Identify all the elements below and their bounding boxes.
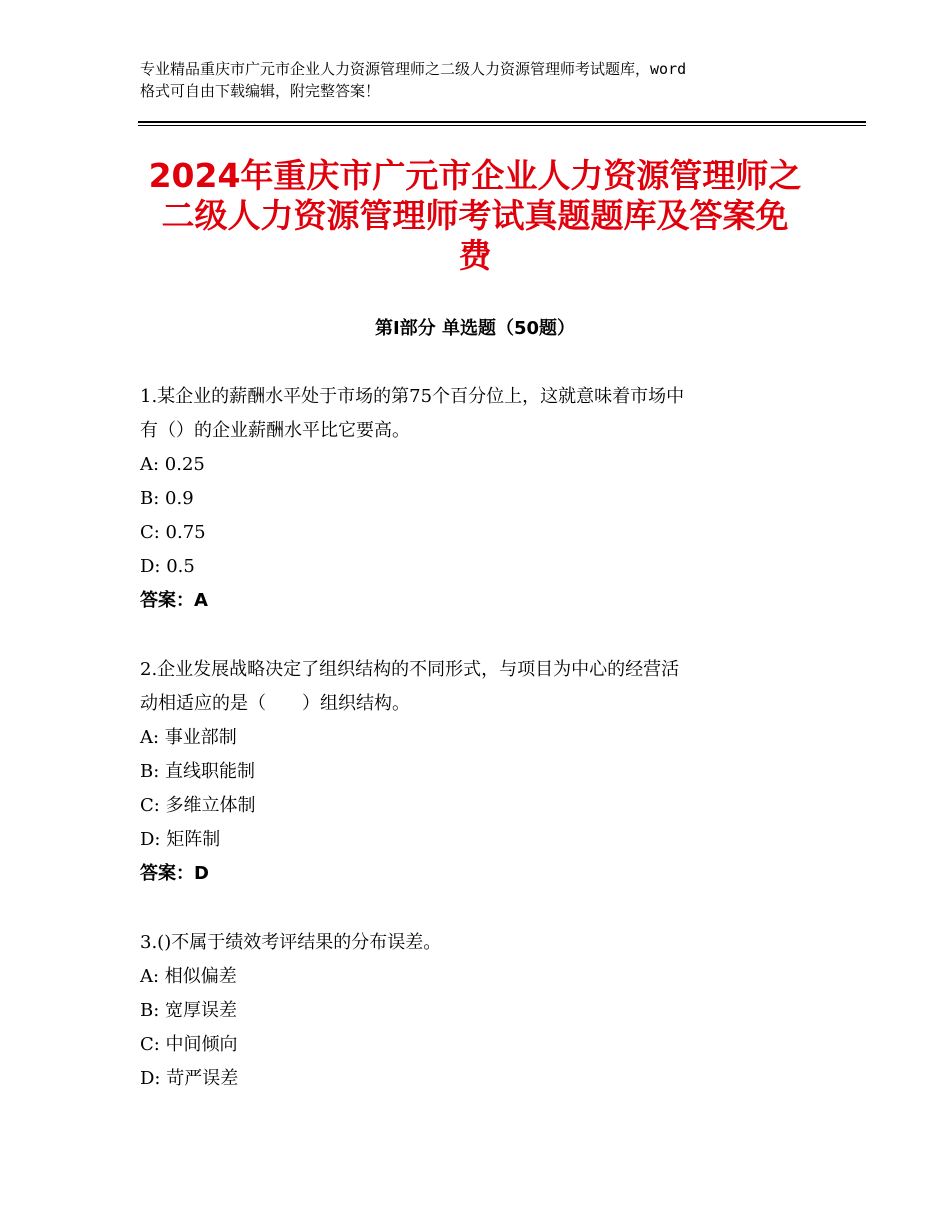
page-header (140, 58, 830, 102)
header-line-2: 格式可自由下载编辑，附完整答案！ (140, 82, 381, 100)
option-a: A: 事业部制 (140, 727, 237, 748)
question-1 (140, 380, 820, 618)
option-a: A: 0.25 (140, 454, 205, 475)
option-c: C: 0.75 (140, 522, 206, 543)
answer: 答案：A (140, 590, 208, 611)
option-d: D: 矩阵制 (140, 829, 221, 850)
option-a: A: 相似偏差 (140, 966, 237, 987)
question-2 (140, 653, 820, 891)
option-d: D: 0.5 (140, 556, 195, 577)
header-line-1: 专业精品重庆市广元市企业人力资源管理师之二级人力资源管理师考试题库，word (140, 60, 687, 78)
option-b: B: 0.9 (140, 488, 194, 509)
question-stem-continued: 有（）的企业薪酬水平比它要高。 (140, 420, 410, 441)
option-c: C: 多维立体制 (140, 795, 256, 816)
question-stem: 2.企业发展战略决定了组织结构的不同形式，与项目为中心的经营活 (140, 659, 680, 680)
title-line-3: 费 (458, 236, 492, 275)
title-line-2: 二级人力资源管理师考试真题题库及答案免 (161, 196, 789, 235)
header-divider-thick (138, 121, 866, 123)
question-stem: 3.()不属于绩效考评结果的分布误差。 (140, 932, 442, 953)
option-b: B: 直线职能制 (140, 761, 256, 782)
section-title: 第Ⅰ部分 单选题（50题） (374, 318, 575, 339)
question-stem: 1.某企业的薪酬水平处于市场的第75个百分位上，这就意味着市场中 (140, 386, 685, 407)
document-title (140, 156, 810, 276)
title-line-1: 2024年重庆市广元市企业人力资源管理师之 (148, 156, 802, 195)
answer: 答案：D (140, 863, 209, 884)
question-3 (140, 926, 820, 1096)
option-d: D: 苛严误差 (140, 1068, 239, 1089)
option-b: B: 宽厚误差 (140, 1000, 238, 1021)
question-stem-continued: 动相适应的是（ ）组织结构。 (140, 693, 410, 714)
option-c: C: 中间倾向 (140, 1034, 238, 1055)
header-divider-thin (138, 125, 866, 126)
